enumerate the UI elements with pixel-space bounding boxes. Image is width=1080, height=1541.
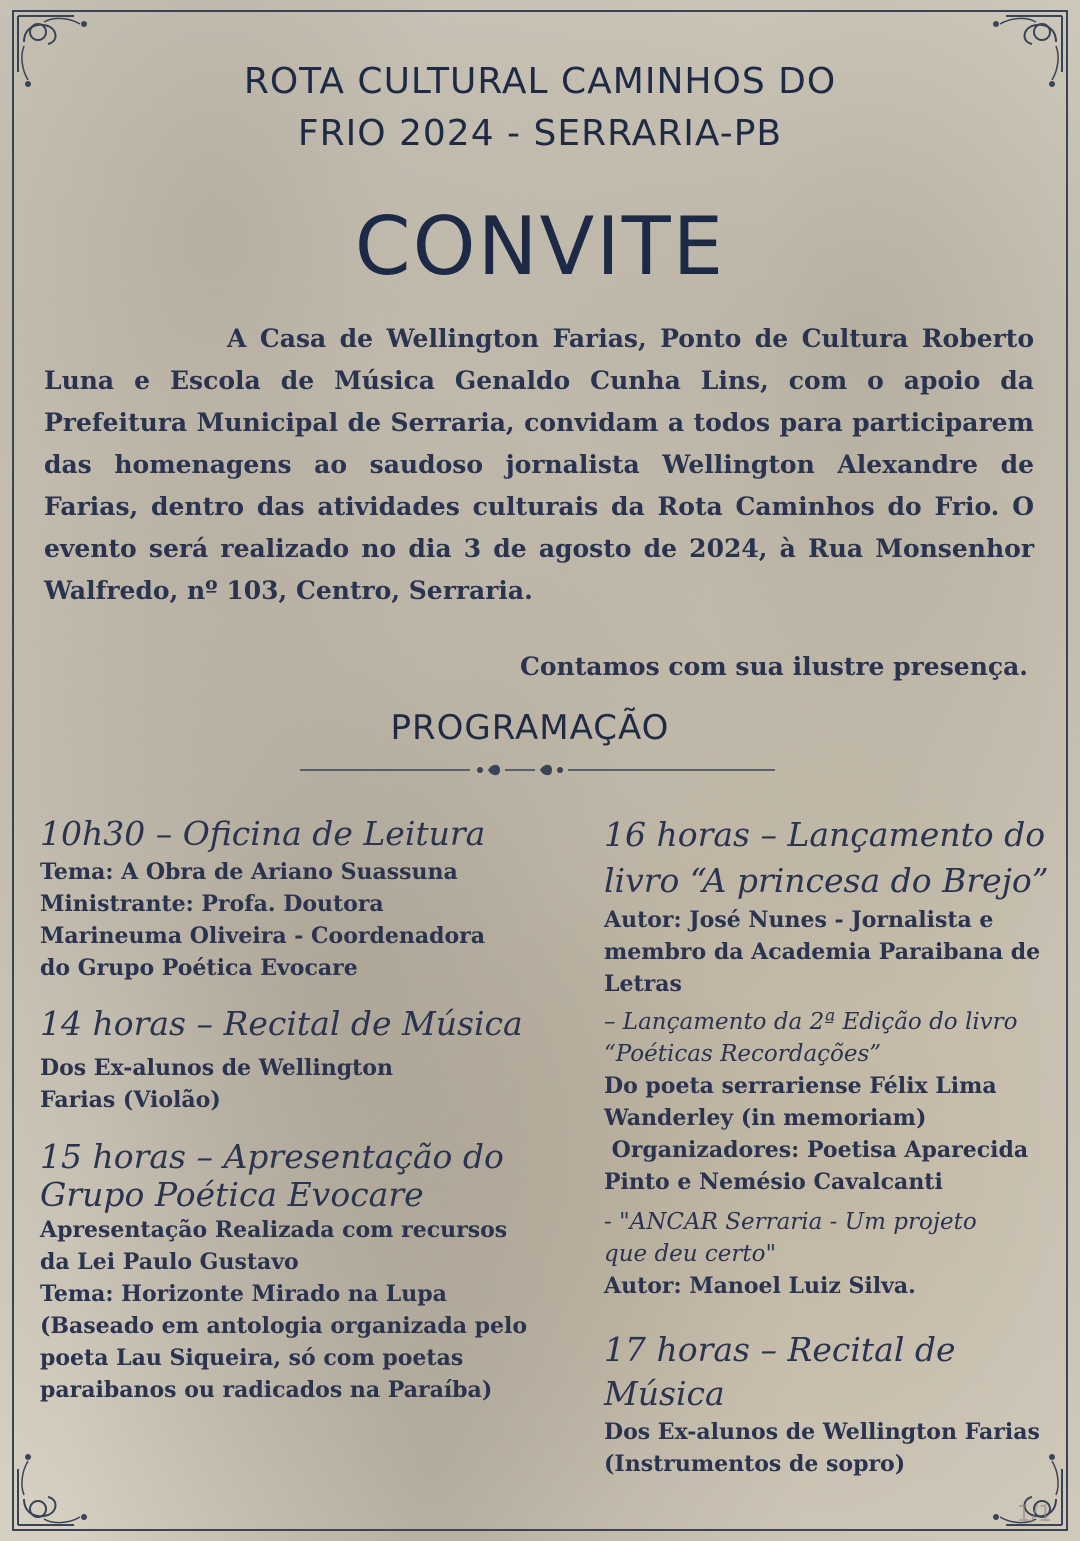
intro-paragraph: A Casa de Wellington Farias, Ponto de Cultura Roberto Luna e Escola de Música Genaldo Cunha Lins, com o apoio da Prefeitura Municipal de Serraria, convidam a todos para participarem das homenagens ao saudoso jornalista Wellington Alexandre de Farias, dentro das atividades culturais da Rota Caminhos do Frio. O evento será realizado no dia 3 de agosto de 2024, à Rua Monsenhor Walfredo, nº 103, Centro, Serraria. [44,324,1034,605]
event-detail: do Grupo Poética Evocare [40,955,358,981]
event-detail: Tema: Horizonte Mirado na Lupa [40,1281,447,1307]
event-detail: Wanderley (in memoriam) [604,1105,927,1131]
event-subtitle: – Lançamento da 2ª Edição do livro [604,1009,1018,1035]
event-subtitle: que deu certo" [604,1241,777,1267]
closing-line: Contamos com sua ilustre presença. [519,652,1028,681]
event-title: 14 horas – Recital de Música [40,1004,523,1043]
event-detail: da Lei Paulo Gustavo [40,1249,299,1275]
event-detail: Dos Ex-alunos de Wellington Farias [604,1419,1040,1445]
event-detail: Organizadores: Poetisa Aparecida [604,1137,1029,1163]
event-detail: Do poeta serrariense Félix Lima [604,1073,997,1099]
event-title: 17 horas – Recital de [604,1330,956,1369]
event-detail: Apresentação Realizada com recursos [40,1217,508,1243]
event-detail: (Baseado em antologia organizada pelo [40,1313,528,1339]
event-book-launch [604,812,1060,1302]
event-detail: Letras [604,971,682,997]
event-reading-workshop [40,812,560,984]
event-detail: Farias (Violão) [40,1087,221,1113]
ornament-corner-icon [14,1439,104,1529]
event-detail: Pinto e Nemésio Cavalcanti [604,1169,943,1195]
event-subtitle: - "ANCAR Serraria - Um projeto [604,1209,977,1235]
page-title: CONVITE [354,200,726,293]
ornament-divider-icon [300,760,775,780]
event-detail: Tema: A Obra de Ariano Suassuna [40,859,458,885]
program-right-column [604,812,1060,1494]
event-title: Música [604,1374,725,1413]
event-wind-recital [604,1328,1060,1480]
event-detail: Marineuma Oliveira - Coordenadora [40,923,486,949]
event-detail: Autor: Manoel Luiz Silva. [604,1273,916,1299]
event-detail: paraibanos ou radicados na Paraíba) [40,1377,493,1403]
event-title: 16 horas – Lançamento do [604,815,1046,854]
event-detail: Autor: José Nunes - Jornalista e [604,907,994,933]
event-detail: poeta Lau Siqueira, só com poetas [40,1345,464,1371]
event-title: livro “A princesa do Brejo” [604,861,1049,900]
event-detail: Ministrante: Profa. Doutora [40,891,384,917]
event-group-presentation [40,1138,560,1406]
event-title: Grupo Poética Evocare [40,1175,424,1214]
event-music-recital [40,1002,560,1116]
header-line-1: ROTA CULTURAL CAMINHOS DO [243,61,837,102]
event-title: 10h30 – Oficina de Leitura [40,814,486,853]
header-line-2: FRIO 2024 - SERRARIA-PB [297,113,783,154]
page-indicator: 1/1 [1016,1502,1052,1527]
event-title: 15 horas – Apresentação do [40,1137,504,1176]
event-detail: membro da Academia Paraibana de [604,939,1041,965]
program-heading: PROGRAMAÇÃO [390,708,670,748]
event-detail: (Instrumentos de sopro) [604,1451,906,1477]
event-subtitle: “Poéticas Recordações” [604,1041,882,1067]
event-detail: Dos Ex-alunos de Wellington [40,1055,393,1081]
program-left-column [40,812,560,1420]
